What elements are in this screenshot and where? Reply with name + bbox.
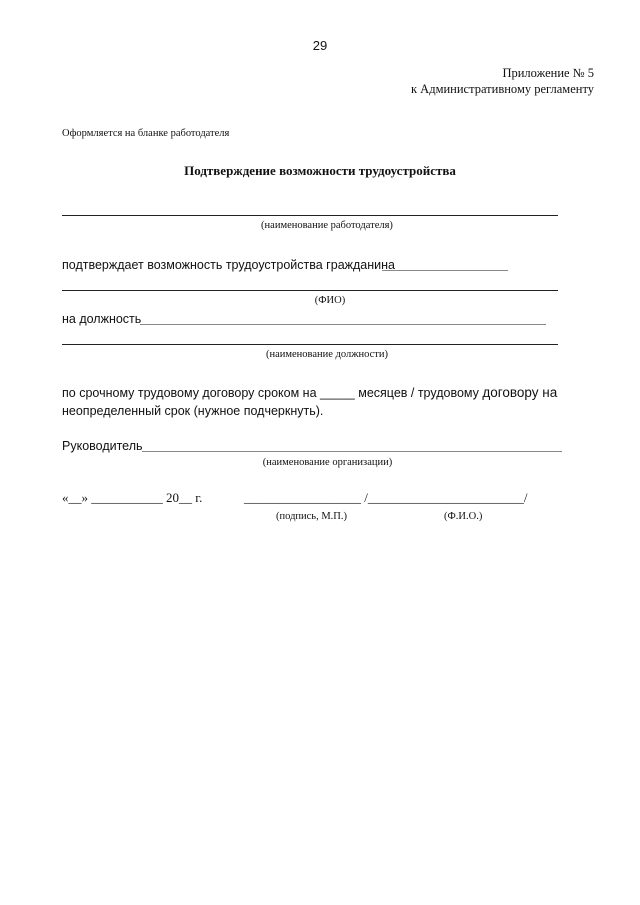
- contract-text-tail: договору на: [482, 385, 558, 400]
- head-label: Руководитель: [62, 439, 143, 453]
- citizen-line[interactable]: [382, 270, 508, 271]
- date-year[interactable]: 20__ г.: [166, 490, 203, 505]
- contract-text-line1: [62, 385, 557, 400]
- position-label: на должность: [62, 312, 142, 326]
- document-title: Подтверждение возможности трудоустройства: [184, 163, 456, 178]
- date-month[interactable]: ___________: [91, 490, 163, 505]
- head-line[interactable]: [142, 451, 562, 452]
- appendix-number: Приложение № 5: [502, 66, 594, 80]
- employer-caption: (наименование работодателя): [261, 220, 393, 231]
- position-line[interactable]: [140, 324, 546, 325]
- org-caption: (наименование организации): [262, 457, 393, 468]
- employer-name-line[interactable]: [62, 215, 558, 216]
- date-row: [62, 490, 202, 506]
- position-caption: (наименование должности): [265, 349, 389, 360]
- position-line-2[interactable]: [62, 344, 558, 345]
- appendix-reference: к Административному регламенту: [410, 82, 594, 96]
- date-day[interactable]: «__»: [62, 490, 88, 505]
- fio-line[interactable]: [62, 290, 558, 291]
- fio-caption: (ФИО): [314, 295, 346, 306]
- sign-caption: (подпись, М.П.): [276, 511, 348, 522]
- signature-line[interactable]: __________________ /________________________/: [244, 490, 528, 505]
- contract-text-main: по срочному трудовому договору сроком на _____ месяцев / трудовому: [62, 386, 479, 400]
- confirms-text: подтверждает возможность трудоустройства гражданина: [62, 258, 395, 272]
- page-number: 29: [312, 38, 328, 53]
- form-note: Оформляется на бланке работодателя: [62, 128, 230, 139]
- fio-sign-caption: (Ф.И.О.): [444, 511, 483, 522]
- contract-text-line2: неопределенный срок (нужное подчеркнуть).: [62, 404, 324, 418]
